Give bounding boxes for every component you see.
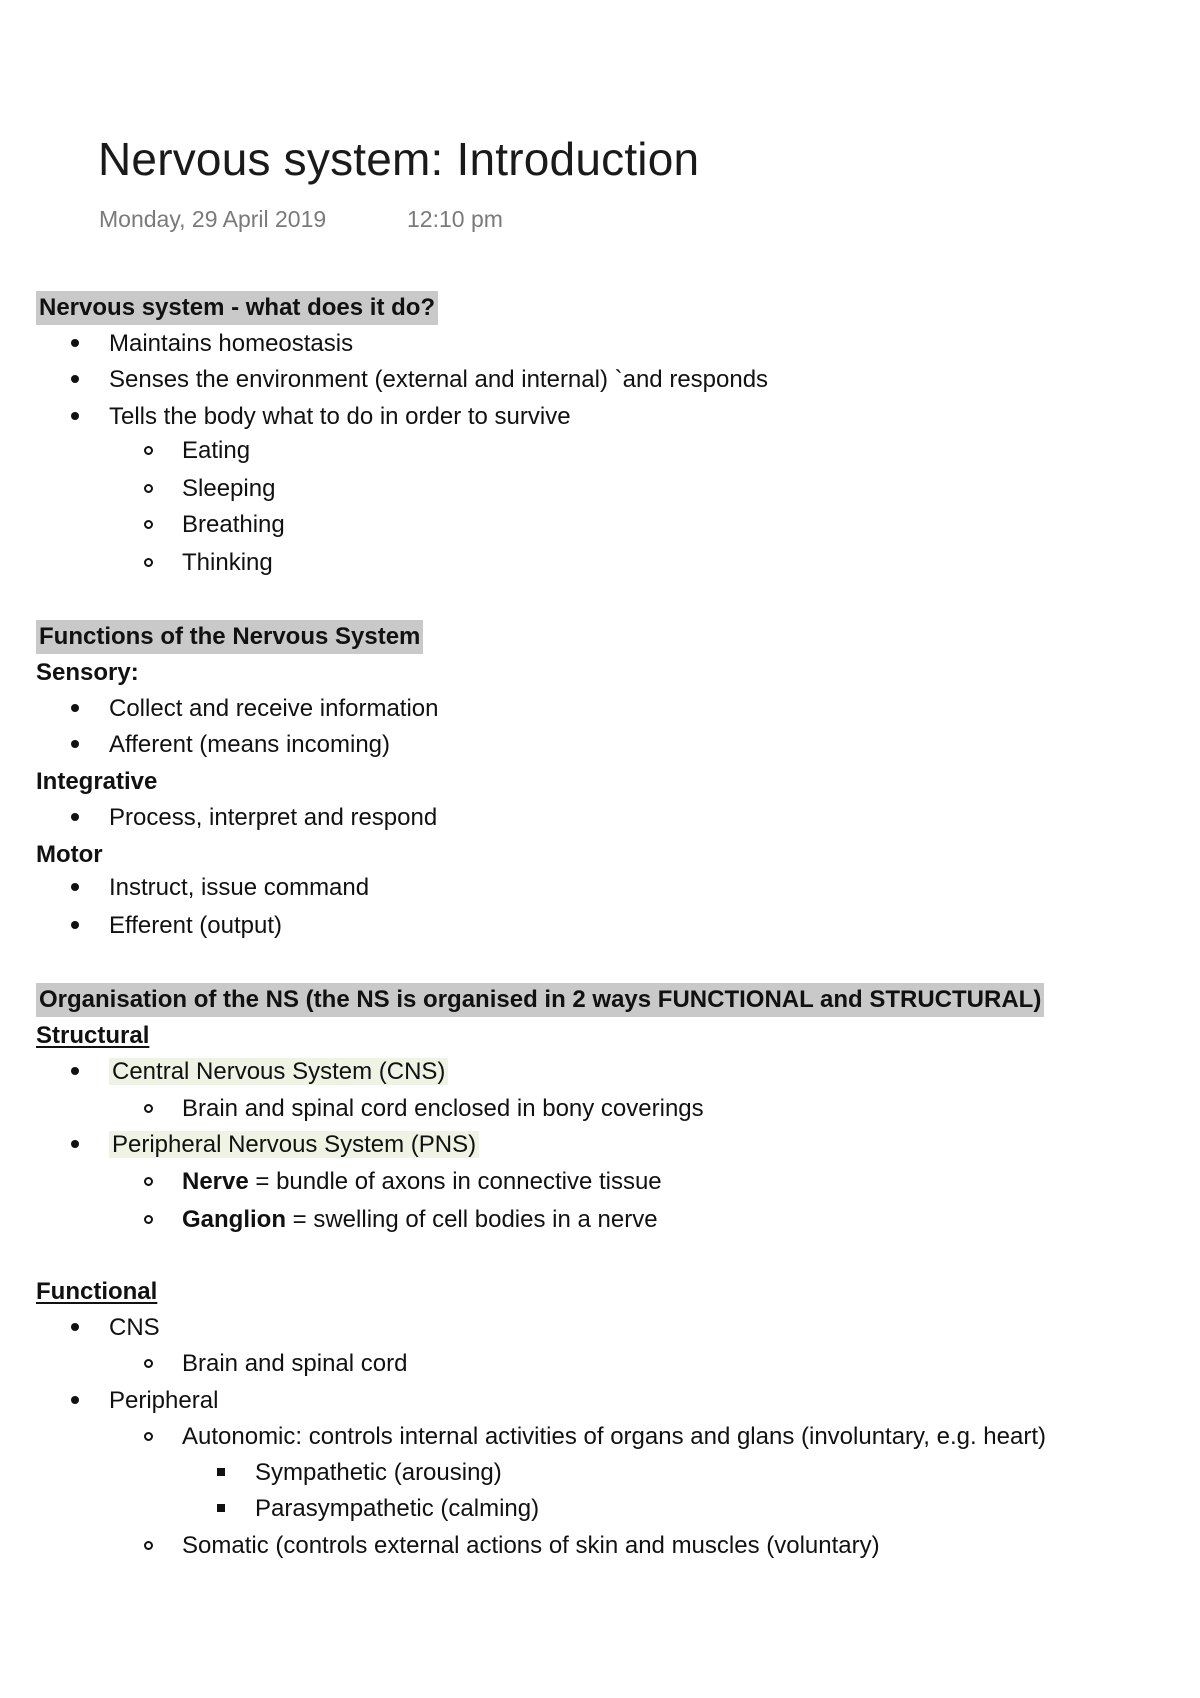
list-subsubitem <box>255 1492 539 1526</box>
bullet-icon <box>65 1128 85 1162</box>
circle-bullet-icon <box>138 1420 158 1454</box>
list-subitem <box>182 1347 407 1381</box>
list-subsubitem <box>255 1456 502 1490</box>
list-item <box>109 692 439 726</box>
list-subitem <box>182 434 250 468</box>
note-time: 12:10 pm <box>407 206 503 232</box>
list-item-text: Eating <box>182 437 251 464</box>
list-item <box>109 801 437 835</box>
list-item <box>109 728 390 762</box>
bullet-icon <box>65 692 85 726</box>
list-subitem <box>182 1420 1046 1454</box>
highlighted-term-cns: Central Nervous System (CNS) <box>109 1058 448 1085</box>
subheading-sensory: Sensory: <box>36 659 139 686</box>
subheading-functional: Functional <box>36 1278 158 1305</box>
list-item <box>109 1311 160 1345</box>
list-item-text: Breathing <box>182 511 285 538</box>
list-item-text: Instruct, issue command <box>109 874 370 901</box>
list-item-text: Collect and receive information <box>109 695 439 722</box>
note-date: Monday, 29 April 2019 <box>99 206 327 232</box>
circle-bullet-icon <box>138 1529 158 1563</box>
bullet-icon <box>65 1384 85 1418</box>
list-item-text: Process, interpret and respond <box>109 804 438 831</box>
circle-bullet-icon <box>138 434 158 468</box>
list-item-text: Senses the environment (external and internal) `and responds <box>109 366 769 393</box>
square-bullet-icon <box>211 1492 231 1526</box>
square-bullet-icon <box>211 1456 231 1490</box>
list-item-text: Brain and spinal cord enclosed in bony coverings <box>182 1095 704 1122</box>
bullet-icon <box>65 801 85 835</box>
list-item-text: Maintains homeostasis <box>109 330 354 357</box>
list-item-text: Brain and spinal cord <box>182 1350 408 1377</box>
circle-bullet-icon <box>138 472 158 506</box>
circle-bullet-icon <box>138 508 158 542</box>
bullet-icon <box>65 400 85 434</box>
section-heading-functions: Functions of the Nervous System <box>36 620 423 654</box>
list-item-text: Peripheral <box>109 1387 219 1414</box>
subheading-motor: Motor <box>36 841 103 868</box>
list-item-text: Sympathetic (arousing) <box>255 1459 502 1486</box>
list-item-text: Tells the body what to do in order to survive <box>109 403 571 430</box>
term-ganglion: Ganglion <box>182 1206 286 1233</box>
list-subitem <box>182 1165 662 1199</box>
list-item-text: Parasympathetic (calming) <box>255 1495 540 1522</box>
bullet-icon <box>65 728 85 762</box>
term-nerve: Nerve <box>182 1168 249 1195</box>
list-subitem <box>182 546 273 580</box>
list-item-text: Efferent (output) <box>109 912 282 939</box>
list-item <box>109 400 571 434</box>
list-item-text: Afferent (means incoming) <box>109 731 391 758</box>
definition-nerve: = bundle of axons in connective tissue <box>248 1168 662 1195</box>
list-item <box>109 1128 479 1162</box>
circle-bullet-icon <box>138 546 158 580</box>
bullet-icon <box>65 327 85 361</box>
subheading-structural: Structural <box>36 1022 150 1049</box>
circle-bullet-icon <box>138 1165 158 1199</box>
list-item <box>109 1384 218 1418</box>
list-item <box>109 363 768 397</box>
list-item-text: Thinking <box>182 549 273 576</box>
definition-ganglion: = swelling of cell bodies in a nerve <box>286 1206 658 1233</box>
section-heading-what-does-it-do: Nervous system - what does it do? <box>36 291 438 325</box>
list-item-text: Autonomic: controls internal activities of organs and glans (involuntary, e.g. heart) <box>182 1423 1046 1450</box>
bullet-icon <box>65 363 85 397</box>
bullet-icon <box>65 871 85 905</box>
list-item <box>109 909 282 943</box>
subheading-integrative: Integrative <box>36 768 158 795</box>
highlighted-term-pns: Peripheral Nervous System (PNS) <box>109 1131 479 1158</box>
list-item-text: Sleeping <box>182 475 276 502</box>
page-title: Nervous system: Introduction <box>98 133 700 185</box>
list-subitem <box>182 1203 658 1237</box>
bullet-icon <box>65 909 85 943</box>
list-item <box>109 871 369 905</box>
list-subitem <box>182 1092 704 1126</box>
section-heading-organisation: Organisation of the NS (the NS is organised in 2 ways FUNCTIONAL and STRUCTURAL) <box>36 983 1044 1017</box>
circle-bullet-icon <box>138 1203 158 1237</box>
list-subitem <box>182 508 285 542</box>
bullet-icon <box>65 1055 85 1089</box>
bullet-icon <box>65 1311 85 1345</box>
list-item-text: CNS <box>109 1314 160 1341</box>
circle-bullet-icon <box>138 1347 158 1381</box>
list-item <box>109 1055 448 1089</box>
list-item <box>109 327 353 361</box>
list-subitem <box>182 472 275 506</box>
list-item-text: Somatic (controls external actions of skin and muscles (voluntary) <box>182 1532 880 1559</box>
circle-bullet-icon <box>138 1092 158 1126</box>
list-subitem <box>182 1529 880 1563</box>
